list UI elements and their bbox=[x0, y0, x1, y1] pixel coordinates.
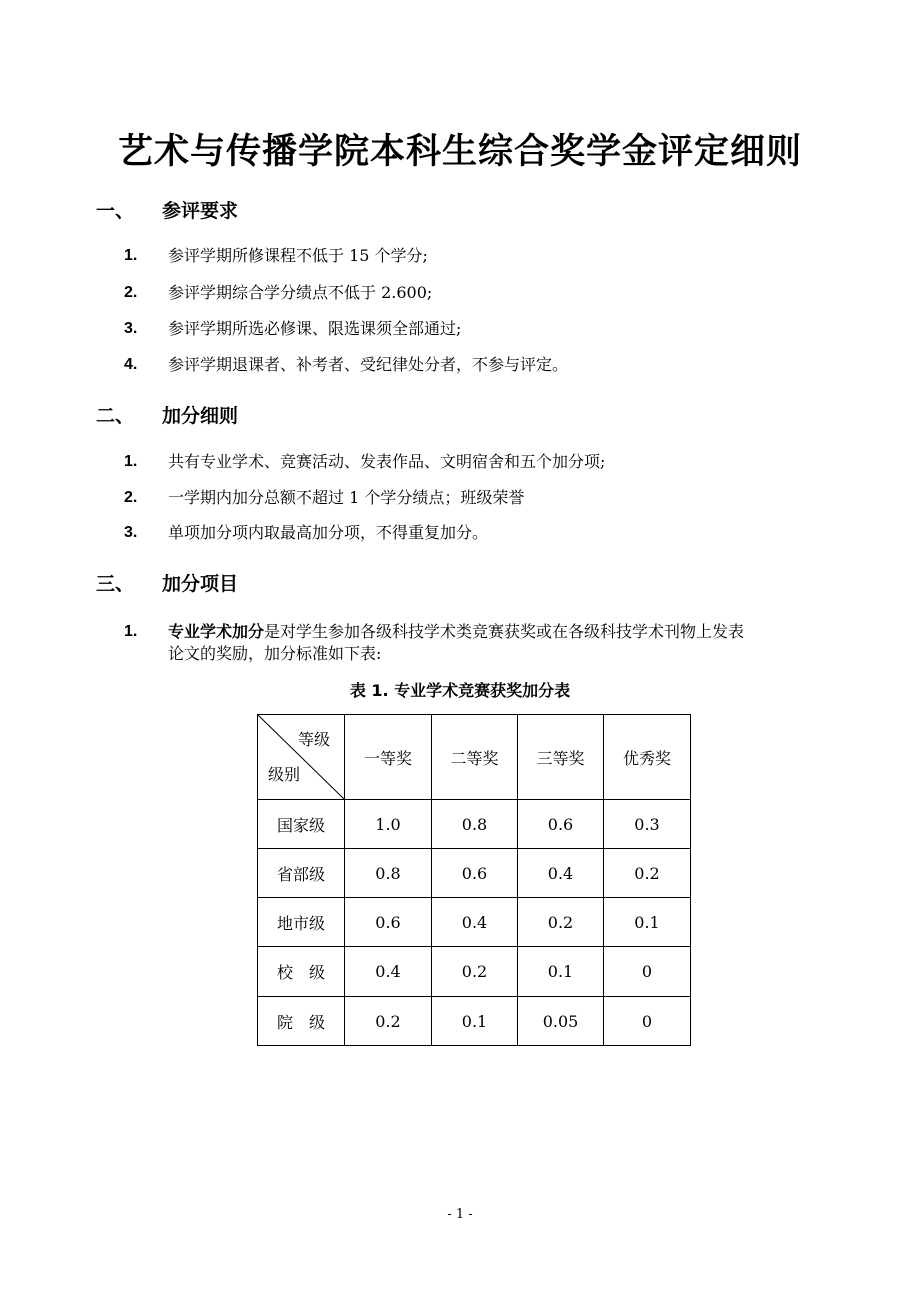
item-text: 共有专业学术、竞赛活动、发表作品、文明宿舍和五个加分项; bbox=[168, 452, 606, 471]
table-corner-cell bbox=[258, 715, 345, 800]
row-label: 省部级 bbox=[258, 849, 345, 898]
row-label: 国家级 bbox=[258, 800, 345, 849]
item-text-continuation: 论文的奖励，加分标准如下表: bbox=[168, 644, 382, 663]
table-row bbox=[258, 947, 691, 997]
section-number: 二、 bbox=[96, 405, 135, 427]
item-text-rest: 是对学生参加各级科技学术类竞赛获奖或在各级科技学术刊物上发表 bbox=[264, 622, 745, 641]
item-text: 单项加分项内取最高加分项，不得重复加分。 bbox=[168, 523, 489, 542]
item-text: 参评学期退课者、补考者、受纪律处分者，不参与评定。 bbox=[168, 355, 569, 374]
table-cell: 0.1 bbox=[432, 997, 518, 1046]
item-number: 3. bbox=[124, 320, 138, 337]
row-label: 地市级 bbox=[258, 898, 345, 947]
section-title: 参评要求 bbox=[162, 200, 239, 222]
item-bold-term: 专业学术加分 bbox=[168, 622, 265, 641]
item-number: 2. bbox=[124, 284, 138, 301]
table-cell: 0.2 bbox=[604, 849, 691, 898]
table-cell: 0.2 bbox=[518, 898, 604, 947]
column-header: 一等奖 bbox=[345, 715, 432, 800]
table-caption: 表 1. 专业学术竞赛获奖加分表 bbox=[349, 681, 571, 700]
item-number: 1. bbox=[124, 247, 138, 264]
item-number: 3. bbox=[124, 524, 138, 541]
item-text bbox=[168, 620, 744, 644]
table-cell: 0.6 bbox=[518, 800, 604, 849]
table-cell: 0.6 bbox=[432, 849, 518, 898]
page-title: 艺术与传播学院本科生综合奖学金评定细则 bbox=[117, 132, 802, 172]
item-text: 一学期内加分总额不超过 1 个学分绩点；班级荣誉 bbox=[168, 488, 525, 507]
table-row bbox=[258, 800, 691, 849]
section-number: 一、 bbox=[96, 200, 135, 222]
table-header-row bbox=[258, 715, 691, 800]
section-number: 三、 bbox=[96, 573, 135, 595]
column-header: 二等奖 bbox=[432, 715, 518, 800]
column-header: 三等奖 bbox=[518, 715, 604, 800]
section-title: 加分项目 bbox=[162, 573, 239, 595]
item-number: 2. bbox=[124, 489, 138, 506]
table-cell: 0.1 bbox=[604, 898, 691, 947]
table-cell: 0 bbox=[604, 947, 691, 997]
item-number: 1. bbox=[124, 623, 138, 640]
table-row bbox=[258, 849, 691, 898]
item-text: 参评学期所选必修课、限选课须全部通过; bbox=[168, 319, 462, 338]
table-cell: 0.4 bbox=[432, 898, 518, 947]
table-row bbox=[258, 997, 691, 1046]
table-cell: 0 bbox=[604, 997, 691, 1046]
row-label: 校 级 bbox=[258, 947, 345, 997]
table-cell: 0.4 bbox=[518, 849, 604, 898]
table-cell: 0.8 bbox=[432, 800, 518, 849]
table-row bbox=[258, 898, 691, 947]
corner-label-level: 级别 bbox=[268, 765, 301, 784]
table-cell: 1.0 bbox=[345, 800, 432, 849]
table-cell: 0.2 bbox=[345, 997, 432, 1046]
corner-label-grade: 等级 bbox=[297, 730, 330, 749]
row-label: 院 级 bbox=[258, 997, 345, 1046]
table-cell: 0.4 bbox=[345, 947, 432, 997]
item-text: 参评学期综合学分绩点不低于 2.600; bbox=[168, 283, 433, 302]
table-cell: 0.8 bbox=[345, 849, 432, 898]
section-title: 加分细则 bbox=[162, 405, 239, 427]
item-text: 参评学期所修课程不低于 15 个学分; bbox=[168, 246, 428, 265]
table-cell: 0.05 bbox=[518, 997, 604, 1046]
table-cell: 0.6 bbox=[345, 898, 432, 947]
item-number: 4. bbox=[124, 356, 138, 373]
page-number: - 1 - bbox=[447, 1207, 473, 1222]
table-cell: 0.1 bbox=[518, 947, 604, 997]
item-number: 1. bbox=[124, 453, 138, 470]
table-cell: 0.2 bbox=[432, 947, 518, 997]
table-cell: 0.3 bbox=[604, 800, 691, 849]
award-table bbox=[257, 714, 691, 1046]
column-header: 优秀奖 bbox=[604, 715, 691, 800]
